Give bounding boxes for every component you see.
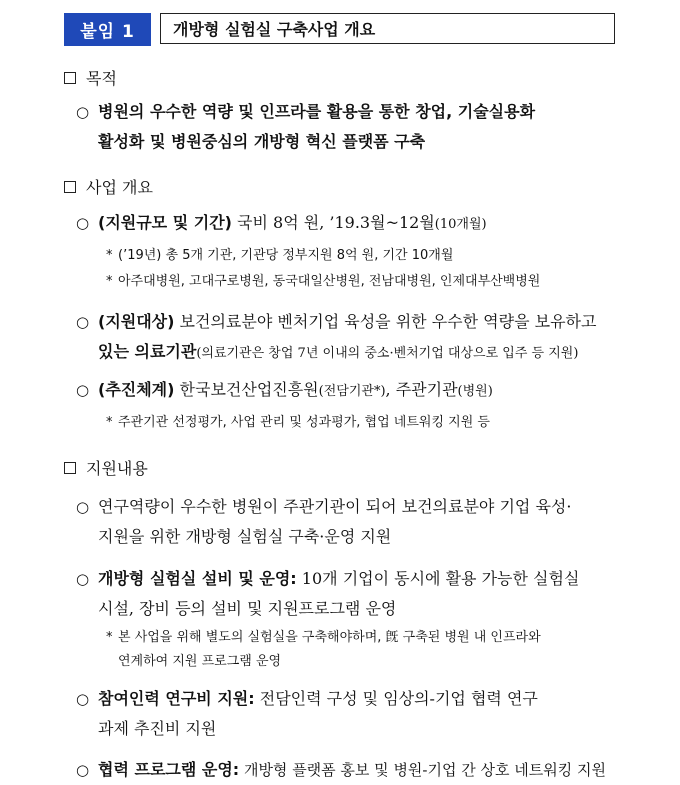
scale-small: (10개월) xyxy=(434,217,487,232)
note-1 xyxy=(106,244,646,268)
purpose-item xyxy=(76,97,636,157)
page-title: 개방형 실험실 구축사업 개요 xyxy=(160,13,615,44)
scale-label: (지원규모 및 기간) xyxy=(98,213,232,232)
attachment-header xyxy=(64,13,617,46)
system-label: (추진체계) xyxy=(98,380,175,399)
overview-target-item xyxy=(76,307,636,369)
note-text: (’19년) 총 5개 기관, 기관당 정부지원 8억 원, 기간 10개월 xyxy=(118,248,454,263)
support-item-4 xyxy=(76,755,656,785)
bullet-icon: ○ xyxy=(76,214,90,232)
overview-scale-item xyxy=(76,208,636,240)
support-2-text: 10개 기업이 동시에 활용 가능한 실험실 xyxy=(296,569,580,588)
section-label: 지원내용 xyxy=(86,459,148,478)
support-item-2 xyxy=(76,564,636,624)
system-small-1: (전담기관*) xyxy=(318,384,386,399)
section-purpose xyxy=(64,66,117,89)
note-text: 아주대병원, 고대구로병원, 동국대일산병원, 전남대병원, 인제대부산백병원 xyxy=(118,274,541,289)
attachment-tag: 붙임 1 xyxy=(64,13,151,46)
note-text: 연계하여 지원 프로그램 운영 xyxy=(118,654,282,669)
note-4 xyxy=(106,626,646,674)
section-support xyxy=(64,456,148,479)
target-label: (지원대상) xyxy=(98,312,175,331)
target-line2-bold: 있는 의료기관 xyxy=(98,342,197,361)
bullet-icon: ○ xyxy=(76,570,90,588)
asterisk-icon: * xyxy=(106,274,113,289)
system-text: 한국보건산업진흥원 xyxy=(174,380,319,399)
note-2 xyxy=(106,270,646,294)
support-2-label: 개방형 실험실 설비 및 운영: xyxy=(98,569,297,588)
support-item-1 xyxy=(76,492,636,552)
checkbox-square-icon xyxy=(64,181,76,193)
support-1-line-2: 지원을 위한 개방형 실험실 구축·운영 지원 xyxy=(98,527,392,546)
bullet-icon: ○ xyxy=(76,690,90,708)
bullet-icon: ○ xyxy=(76,313,90,331)
support-4-text: 개방형 플랫폼 홍보 및 병원-기업 간 상호 네트워킹 지원 xyxy=(239,761,606,779)
target-text: 보건의료분야 벤처기업 육성을 위한 우수한 역량을 보유하고 xyxy=(174,312,597,331)
support-3-line-2: 과제 추진비 지원 xyxy=(98,719,217,738)
asterisk-icon: * xyxy=(106,630,113,645)
system-text-2: , 주관기관 xyxy=(385,380,458,399)
bullet-icon: ○ xyxy=(76,498,90,516)
support-4-label: 협력 프로그램 운영: xyxy=(98,760,240,779)
system-small-2: (병원) xyxy=(457,384,493,399)
scale-text: 국비 8억 원, ’19.3월~12월 xyxy=(231,213,435,232)
bullet-icon: ○ xyxy=(76,103,90,121)
section-label: 사업 개요 xyxy=(86,178,153,197)
support-3-label: 참여인력 연구비 지원: xyxy=(98,689,255,708)
support-3-text: 전담인력 구성 및 임상의-기업 협력 연구 xyxy=(254,689,538,708)
target-line2-small: (의료기관은 창업 7년 이내의 중소·벤처기업 대상으로 입주 등 지원) xyxy=(196,346,579,361)
checkbox-square-icon xyxy=(64,462,76,474)
support-2-line-2: 시설, 장비 등의 설비 및 지원프로그램 운영 xyxy=(98,599,397,618)
note-text: 본 사업을 위해 별도의 실험실을 구축해야하며, 旣 구축된 병원 내 인프라와 xyxy=(118,630,541,645)
purpose-line-2: 활성화 및 병원중심의 개방형 혁신 플랫폼 구축 xyxy=(98,132,426,151)
asterisk-icon: * xyxy=(106,248,113,263)
asterisk-icon: * xyxy=(106,415,113,430)
overview-system-item xyxy=(76,375,636,407)
note-3 xyxy=(106,411,646,435)
support-1-line-1: 연구역량이 우수한 병원이 주관기관이 되어 보건의료분야 기업 육성· xyxy=(98,497,572,516)
bullet-icon: ○ xyxy=(76,381,90,399)
checkbox-square-icon xyxy=(64,72,76,84)
section-label: 목적 xyxy=(86,69,117,88)
support-item-3 xyxy=(76,684,636,744)
note-text: 주관기관 선정평가, 사업 관리 및 성과평가, 협업 네트워킹 지원 등 xyxy=(118,415,490,430)
bullet-icon: ○ xyxy=(76,761,90,779)
purpose-line-1: 병원의 우수한 역량 및 인프라를 활용을 통한 창업, 기술실용화 xyxy=(98,102,536,121)
section-overview xyxy=(64,175,153,198)
